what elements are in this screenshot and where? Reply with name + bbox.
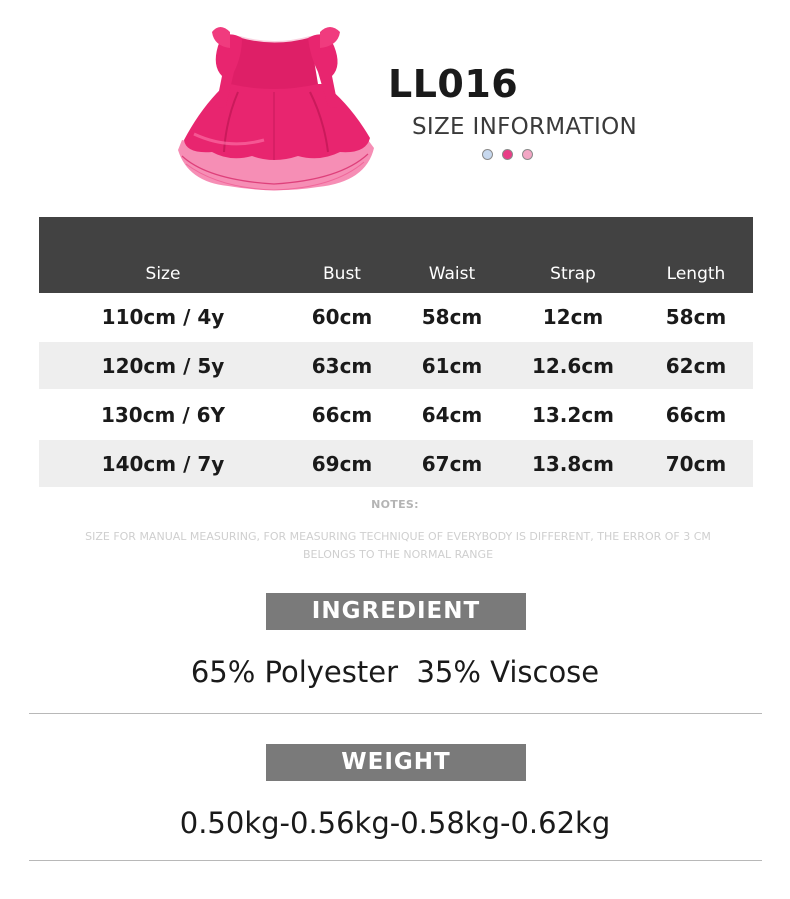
color-dot-rose (502, 149, 513, 160)
header-strap: Strap (507, 217, 639, 293)
table-row (39, 293, 753, 341)
cell-length: 58cm (665, 304, 727, 329)
cell-size: 140cm / 7y (39, 439, 287, 487)
divider (29, 860, 762, 861)
cell-length: 66cm (639, 390, 753, 439)
header-length: Length (639, 217, 753, 293)
header-size: Size (39, 217, 287, 293)
model-code: LL016 (388, 62, 519, 106)
ingredient-label: INGREDIENT (266, 593, 526, 630)
weight-label: WEIGHT (266, 744, 526, 781)
ingredient-value: 65% Polyester 35% Viscose (190, 655, 600, 689)
table-header-row (39, 217, 753, 293)
color-dot-blue (482, 149, 493, 160)
cell-waist: 67cm (397, 439, 507, 487)
color-dot-pink (522, 149, 533, 160)
cell-bust: 60cm (311, 304, 373, 329)
header-bust: Bust (287, 217, 397, 293)
cell-strap: 13.2cm (507, 390, 639, 439)
header-waist: Waist (397, 217, 507, 293)
cell-length: 70cm (639, 439, 753, 487)
cell-strap: 13.8cm (507, 439, 639, 487)
cell-size: 130cm / 6Y (39, 390, 287, 439)
cell-length: 62cm (639, 341, 753, 390)
size-information-heading: SIZE INFORMATION (412, 114, 638, 140)
cell-strap: 12cm (542, 304, 604, 329)
divider (29, 713, 762, 714)
notes-title: NOTES: (371, 498, 419, 511)
cell-bust: 69cm (287, 439, 397, 487)
notes-line: SIZE FOR MANUAL MEASURING, FOR MEASURING TECHNIQUE OF EVERYBODY IS DIFFERENT, THE ERROR OF 3 CM (85, 530, 711, 543)
cell-waist: 61cm (397, 341, 507, 390)
table-row (39, 439, 753, 487)
cell-waist: 58cm (421, 304, 483, 329)
table-row (39, 341, 753, 390)
notes-text (48, 528, 748, 564)
weight-value: 0.50kg-0.56kg-0.58kg-0.62kg (179, 806, 611, 840)
cell-size: 120cm / 5y (39, 341, 287, 390)
notes-line: BELONGS TO THE NORMAL RANGE (302, 548, 494, 561)
cell-waist: 64cm (397, 390, 507, 439)
cell-strap: 12.6cm (507, 341, 639, 390)
color-swatches (482, 149, 533, 160)
cell-bust: 66cm (287, 390, 397, 439)
dress-image (168, 22, 380, 194)
table-row (39, 390, 753, 439)
cell-size: 110cm / 4y (101, 304, 225, 329)
cell-bust: 63cm (287, 341, 397, 390)
size-table (39, 217, 753, 487)
